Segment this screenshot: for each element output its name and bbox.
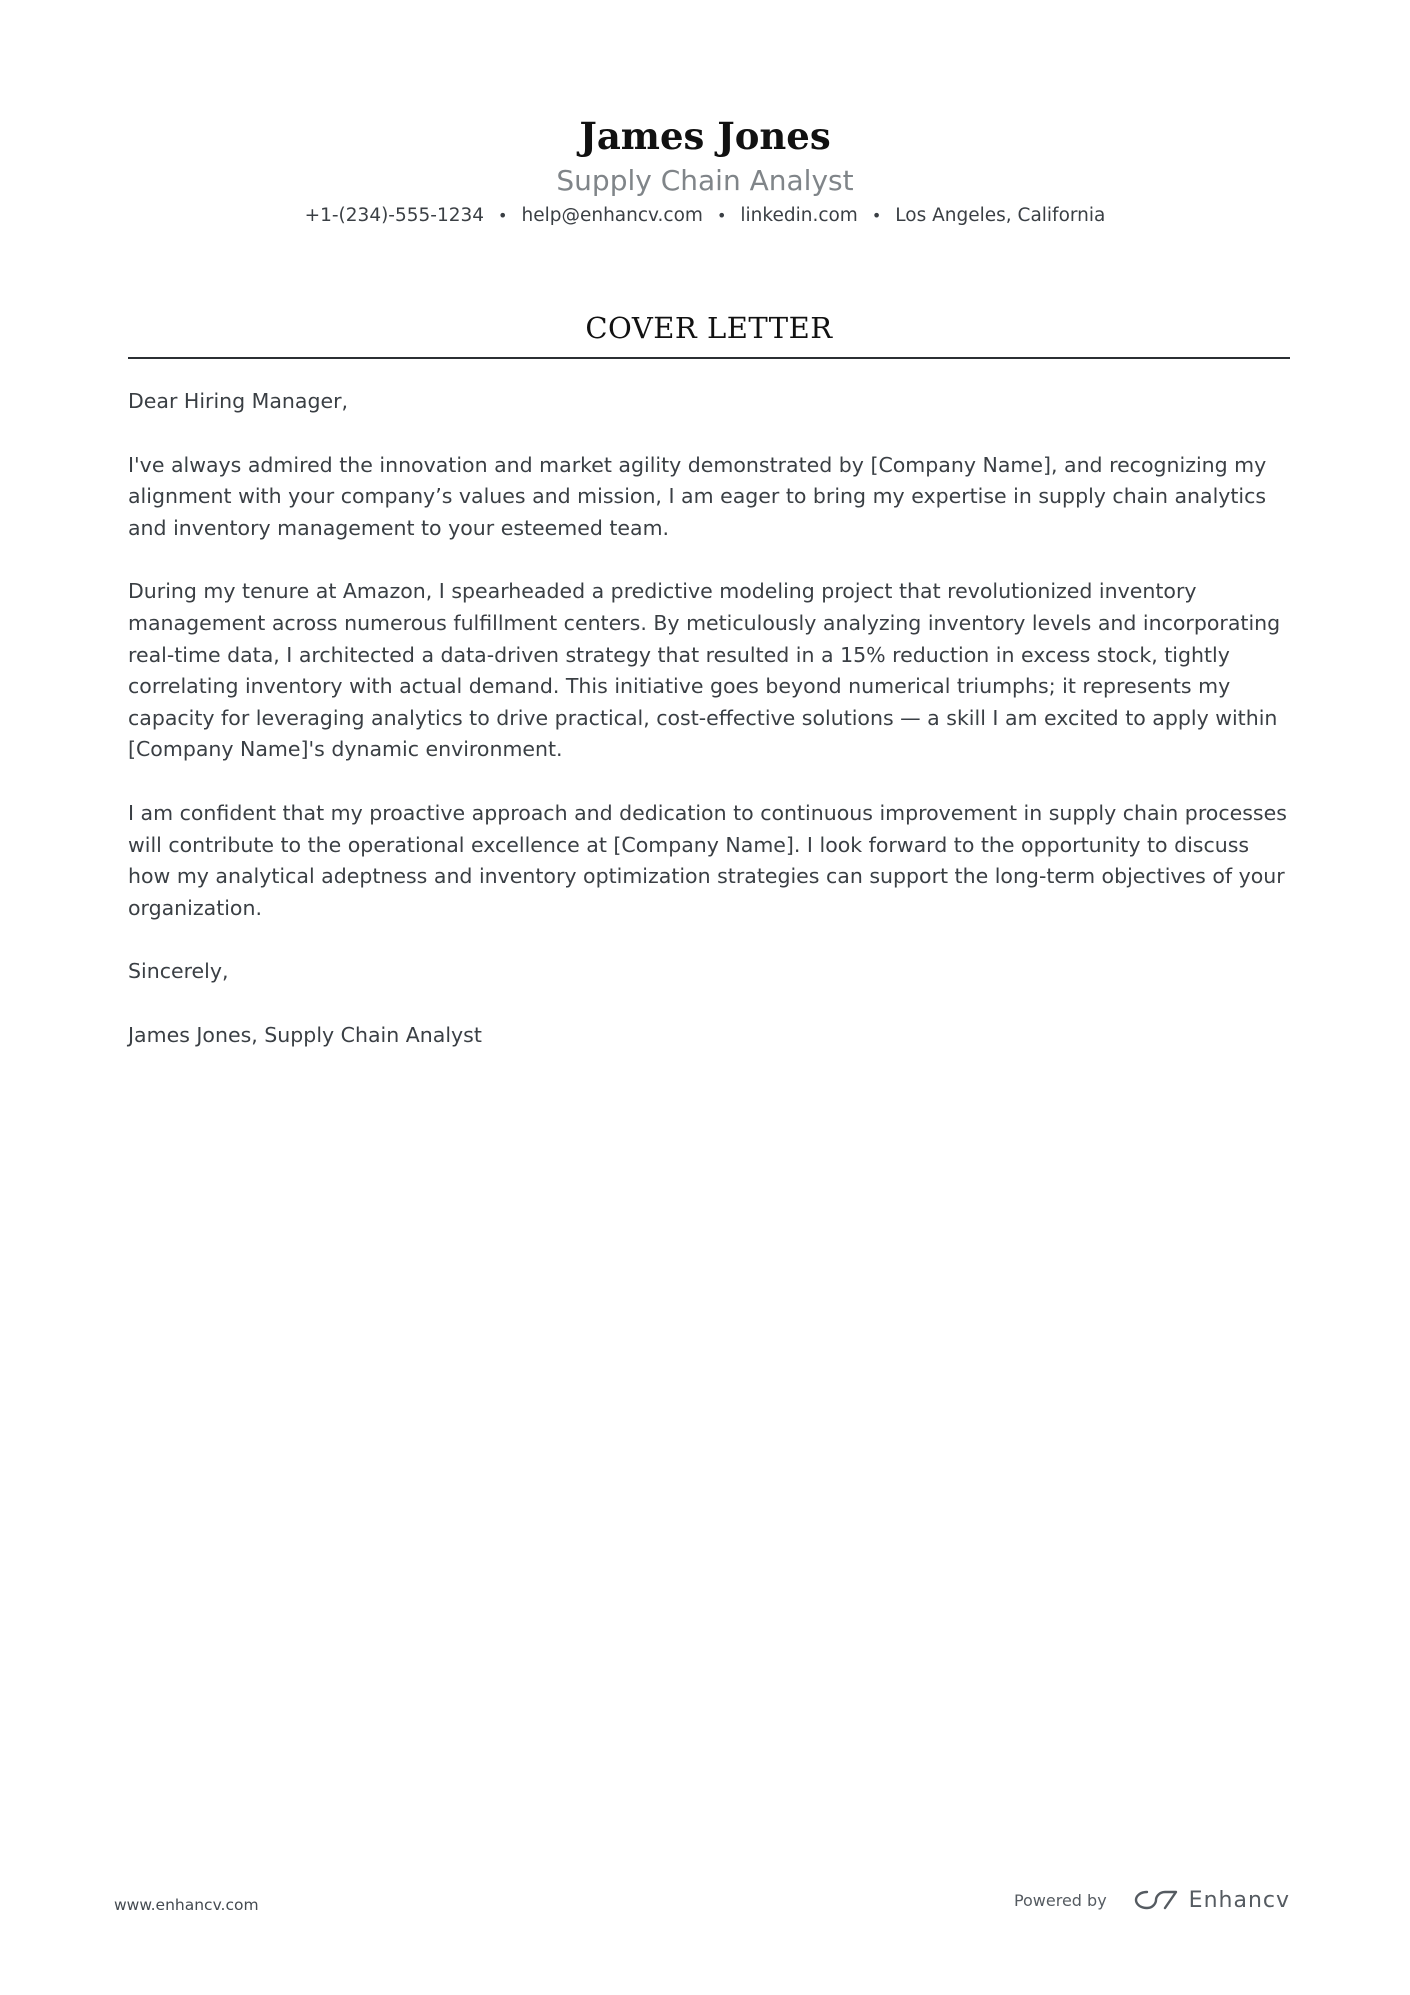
enhancv-logo-icon xyxy=(1133,1888,1179,1912)
bullet-separator: • xyxy=(716,206,727,225)
contact-location: Los Angeles, California xyxy=(895,205,1106,226)
section-title: COVER LETTER xyxy=(585,311,833,345)
letter-closing: Sincerely, xyxy=(128,959,229,984)
bullet-separator: • xyxy=(871,206,882,225)
candidate-name: James Jones xyxy=(579,114,831,158)
letter-paragraph-1: I've always admired the innovation and market agility demonstrated by [Company Name], and recognizing my alignment with your company’s values and mission, I am eager to bring my expertise in supply chain analytics and inventory management to your esteemed team. xyxy=(128,452,1267,540)
contact-linkedin: linkedin.com xyxy=(740,205,858,226)
footer-website-link[interactable]: www.enhancv.com xyxy=(114,1896,259,1914)
section-divider xyxy=(128,357,1290,359)
powered-by-label: Powered by xyxy=(1013,1890,1107,1910)
brand-name: Enhancv xyxy=(1188,1887,1290,1913)
header xyxy=(0,112,1410,229)
footer-branding xyxy=(1014,1882,1290,1918)
contact-line xyxy=(0,203,1410,229)
letter-paragraph-2: During my tenure at Amazon, I spearheaded a predictive modeling project that revolutionized inventory management across numerous fulfillment centers. By meticulously analyzing inventory levels and incorporating real-time data, I architected a data-driven strategy that resulted in a 15% reduction in excess stock, tightly correlating inventory with actual demand. This initiative goes beyond numerical triumphs; it represents my capacity for leveraging analytics to drive practical, cost-effective solutions — a skill I am excited to apply within [Company Name]'s dynamic environment. xyxy=(128,579,1281,762)
bullet-separator: • xyxy=(498,206,508,225)
letter-greeting: Dear Hiring Manager, xyxy=(128,389,349,413)
letter-paragraph-3: I am confident that my proactive approach and dedication to continuous improvement in supply chain processes will contribute to the operational excellence at [Company Name]. I look forward to the opportunity to discuss how my analytical adeptness and inventory optimization strategies can support the long-term objectives of your organization. xyxy=(128,800,1287,920)
letter-signature: James Jones, Supply Chain Analyst xyxy=(128,1022,482,1047)
contact-email: help@enhancv.com xyxy=(521,205,703,226)
candidate-title: Supply Chain Analyst xyxy=(556,164,854,197)
letter-body xyxy=(128,386,1290,1084)
contact-phone: +1-(234)-555-1234 xyxy=(304,205,485,226)
